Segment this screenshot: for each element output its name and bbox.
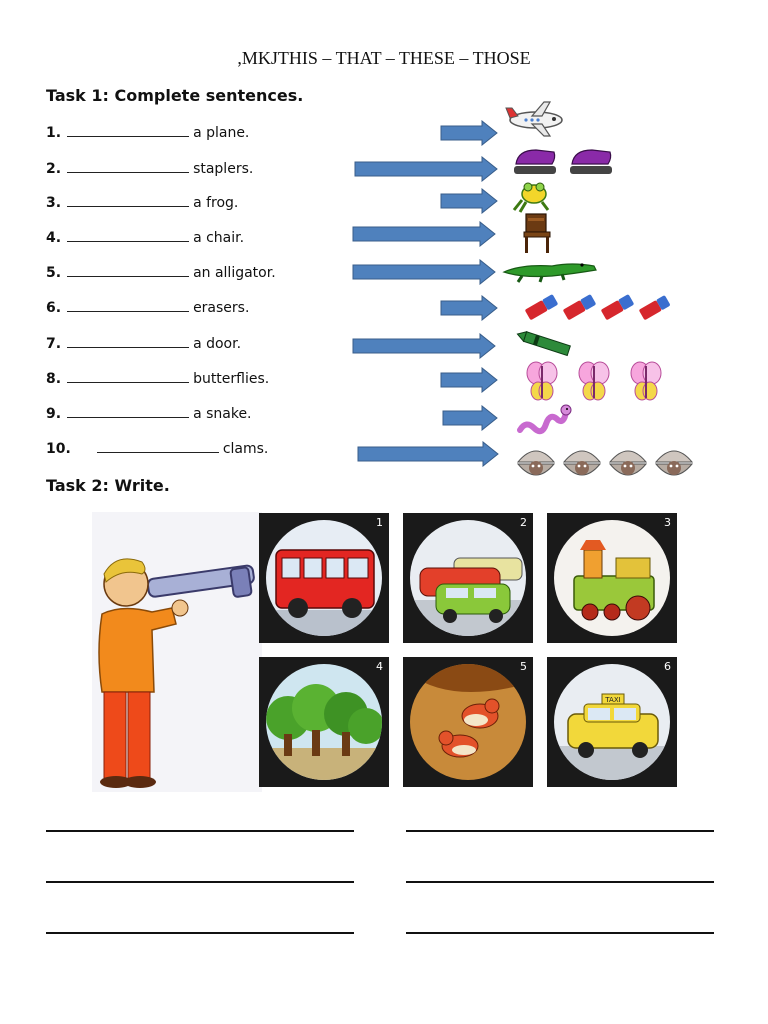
picture-panel xyxy=(259,657,389,787)
item-number: 8. xyxy=(46,371,62,387)
writing-line[interactable] xyxy=(406,830,714,832)
right-arrow-icon xyxy=(440,295,498,321)
panel-number: 6 xyxy=(664,660,671,673)
sentence-row xyxy=(46,335,241,352)
panel-number: 1 xyxy=(376,516,383,529)
sentence-row xyxy=(46,264,276,281)
right-arrow-icon xyxy=(440,367,498,393)
right-arrow-icon xyxy=(357,441,499,467)
plane-icon xyxy=(504,98,568,140)
answer-blank[interactable] xyxy=(67,264,189,277)
item-text: an alligator. xyxy=(193,265,276,281)
right-arrow-icon xyxy=(440,120,498,146)
sentence-row xyxy=(46,229,244,246)
crayon-icon xyxy=(514,328,576,358)
writing-line[interactable] xyxy=(46,830,354,832)
birds-icon xyxy=(410,664,526,780)
item-text: a snake. xyxy=(193,406,252,422)
picture-panel xyxy=(547,513,677,643)
right-arrow-icon xyxy=(352,259,496,285)
item-text: a frog. xyxy=(193,195,239,211)
item-text: a chair. xyxy=(193,230,245,246)
clams-icon xyxy=(514,440,698,486)
picture-panel xyxy=(403,513,533,643)
taxi-sign-text: TAXI xyxy=(605,696,621,704)
sentence-row xyxy=(46,194,238,211)
item-number: 6. xyxy=(46,300,62,316)
answer-blank[interactable] xyxy=(67,124,189,137)
staplers-icon xyxy=(512,144,622,180)
right-arrow-icon xyxy=(354,156,498,182)
right-arrow-icon xyxy=(352,333,496,359)
taxi-icon xyxy=(554,664,670,780)
answer-blank[interactable] xyxy=(67,370,189,383)
butterflies-icon xyxy=(524,358,674,404)
alligator-icon xyxy=(502,254,598,284)
train-icon xyxy=(554,520,670,636)
item-text: a door. xyxy=(193,336,242,352)
sentence-row xyxy=(46,440,268,457)
item-text: clams. xyxy=(222,441,269,457)
item-text: erasers. xyxy=(193,300,250,316)
item-number: 9. xyxy=(46,406,62,422)
frog-icon xyxy=(512,180,552,214)
item-number: 3. xyxy=(46,195,62,211)
writing-line[interactable] xyxy=(406,932,714,934)
panel-number: 3 xyxy=(664,516,671,529)
answer-blank[interactable] xyxy=(67,335,189,348)
task2-heading: Task 2: Write. xyxy=(46,476,170,495)
panel-number: 4 xyxy=(376,660,383,673)
worksheet-title: ,MKJTHIS – THAT – THESE – THOSE xyxy=(237,48,531,68)
sentence-row xyxy=(46,124,249,141)
trees-icon xyxy=(266,664,382,780)
boy-with-telescope-icon xyxy=(92,512,262,792)
panel-number: 2 xyxy=(520,516,527,529)
item-number: 2. xyxy=(46,161,62,177)
cars-icon xyxy=(410,520,526,636)
sentence-row xyxy=(46,160,253,177)
picture-panel xyxy=(547,657,677,787)
item-number: 7. xyxy=(46,336,62,352)
task1-heading: Task 1: Complete sentences. xyxy=(46,86,304,105)
item-number: 4. xyxy=(46,230,62,246)
item-text: butterflies. xyxy=(193,371,270,387)
answer-blank[interactable] xyxy=(67,160,189,173)
item-number: 5. xyxy=(46,265,62,281)
item-text: a plane. xyxy=(193,125,250,141)
answer-blank[interactable] xyxy=(67,194,189,207)
right-arrow-icon xyxy=(442,405,498,431)
right-arrow-icon xyxy=(352,221,496,247)
sentence-row xyxy=(46,370,269,387)
answer-blank[interactable] xyxy=(97,440,219,453)
sentence-row xyxy=(46,405,252,422)
sentence-row xyxy=(46,299,249,316)
writing-line[interactable] xyxy=(406,881,714,883)
panel-number: 5 xyxy=(520,660,527,673)
right-arrow-icon xyxy=(440,188,498,214)
item-number: 10. xyxy=(46,441,71,457)
writing-line[interactable] xyxy=(46,932,354,934)
snake-icon xyxy=(516,402,572,436)
answer-blank[interactable] xyxy=(67,229,189,242)
item-number: 1. xyxy=(46,125,62,141)
bus-icon xyxy=(266,520,382,636)
erasers-icon xyxy=(522,288,672,326)
picture-panel xyxy=(403,657,533,787)
chair-icon xyxy=(522,212,552,254)
picture-panel xyxy=(259,513,389,643)
answer-blank[interactable] xyxy=(67,299,189,312)
item-text: staplers. xyxy=(193,161,254,177)
writing-line[interactable] xyxy=(46,881,354,883)
answer-blank[interactable] xyxy=(67,405,189,418)
